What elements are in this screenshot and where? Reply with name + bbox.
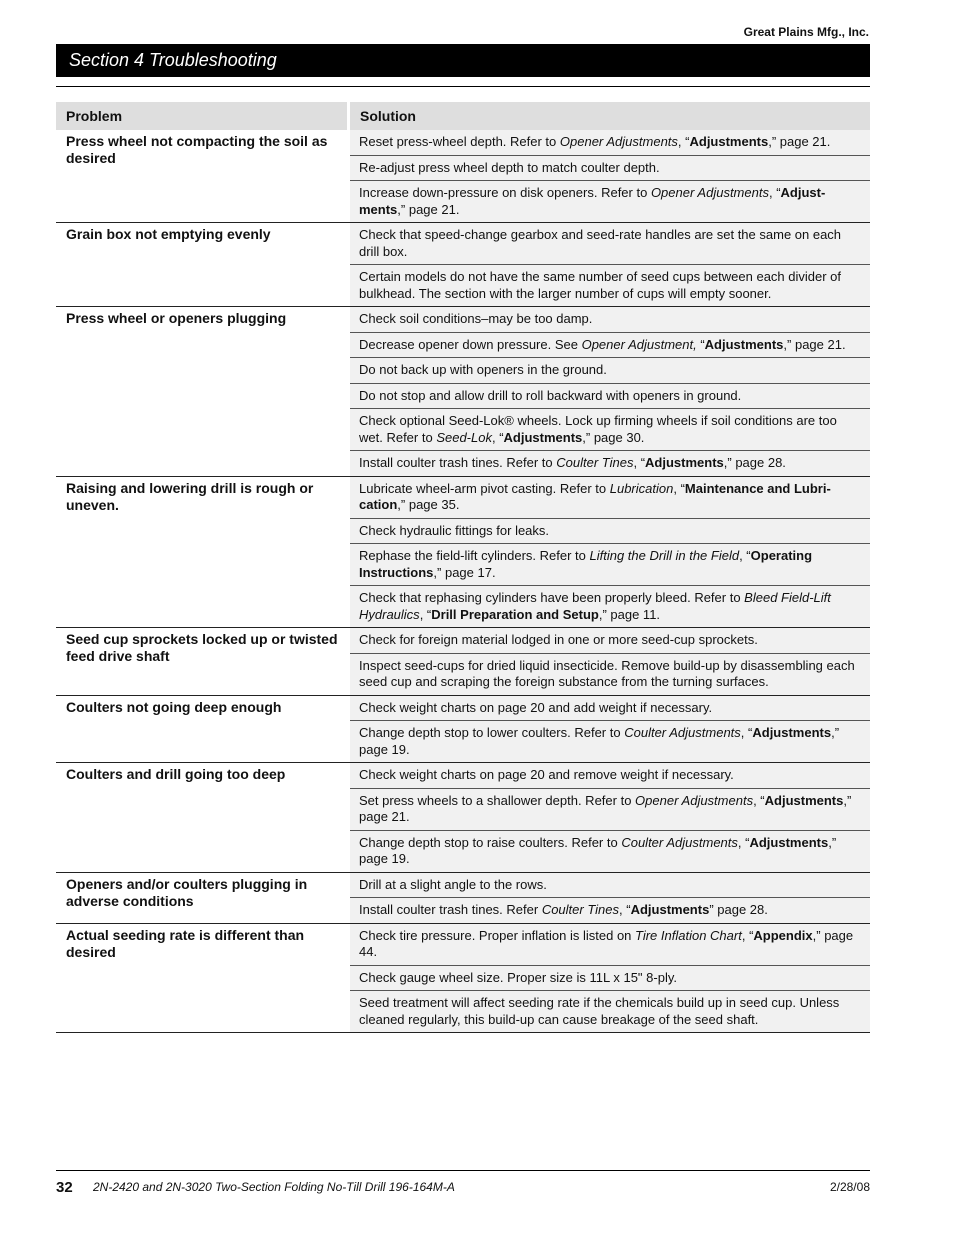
solution-cell xyxy=(350,628,870,653)
solution-cell xyxy=(350,965,870,991)
solution-cell xyxy=(350,357,870,383)
solution-text: , “ xyxy=(739,548,751,563)
solution-text: ,” page 21. xyxy=(397,201,460,217)
solution-text: Set press wheels to a shallower depth. Refer to xyxy=(359,792,636,808)
solution-reference: Coulter Tines xyxy=(556,455,634,470)
solution-text: , “ xyxy=(768,185,781,200)
solution-text: Check that rephasing cylinders have been properly bleed. Refer to xyxy=(359,590,745,605)
solution-reference: Opener Adjustments xyxy=(559,134,678,149)
solution-text: Do not stop and allow drill to roll backward with openers in ground. xyxy=(359,387,742,403)
solution-section-name: Adjustments xyxy=(764,792,844,808)
problem-cell: Raising and lowering drill is rough or uneven. xyxy=(66,479,314,513)
document-title: 2N-2420 and 2N-3020 Two-Section Folding No-Till Drill 196-164M-A xyxy=(93,1180,455,1194)
solution-reference: Coulter Tines xyxy=(541,902,620,917)
solution-text: ,” page 19. xyxy=(359,725,840,757)
page-footer xyxy=(56,1178,870,1198)
problem-cell: Openers and/or coulters plugging in adverse conditions xyxy=(66,875,308,909)
solution-text: Seed treatment will affect seeding rate if the chemicals build up in seed cup. Unless cleaned regularly, this build-up can cause breakage of the seed shaft. xyxy=(359,995,840,1027)
page-number: 32 xyxy=(56,1179,73,1196)
solutions-list xyxy=(350,763,870,872)
solution-text: , “ xyxy=(753,792,765,808)
solution-cell xyxy=(350,696,870,721)
problem-cell: Seed cup sprockets locked up or twisted feed drive shaft xyxy=(66,631,338,664)
section-title: Section 4 Troubleshooting xyxy=(69,50,277,70)
solutions-list xyxy=(350,873,870,923)
solution-reference: Opener Adjustments xyxy=(650,185,769,200)
solutions-list xyxy=(350,477,870,628)
table-row xyxy=(56,628,870,696)
solution-text: , “ xyxy=(673,480,685,496)
solution-cell xyxy=(350,180,870,222)
footer-rule xyxy=(56,1170,870,1171)
company-name: Great Plains Mfg., Inc. xyxy=(743,25,869,39)
table-row xyxy=(56,924,870,1034)
section-title-bar xyxy=(56,44,870,77)
solution-text: Rephase the field-lift cylinders. Refer to xyxy=(359,548,590,563)
solution-text: Check soil conditions–may be too damp. xyxy=(359,311,593,326)
solution-cell xyxy=(350,332,870,358)
solution-cell xyxy=(350,223,870,264)
solutions-list xyxy=(350,628,870,695)
solutions-list xyxy=(350,696,870,763)
solution-text: ,” page 21. xyxy=(359,792,852,824)
solution-text: Check gauge wheel size. Proper size is 11L x 15" 8-ply. xyxy=(359,969,677,985)
table-row xyxy=(56,696,870,764)
solution-text: Do not back up with openers in the ground. xyxy=(359,362,607,377)
problem-cell: Actual seeding rate is different than desired xyxy=(66,926,305,960)
solutions-list xyxy=(350,130,870,222)
solution-cell xyxy=(350,873,870,898)
solution-cell xyxy=(350,990,870,1032)
problem-cell: Grain box not emptying evenly xyxy=(66,226,271,242)
problem-cell: Press wheel or openers plugging xyxy=(66,310,287,326)
solution-cell xyxy=(350,830,870,872)
solution-cell xyxy=(350,763,870,788)
table-row xyxy=(56,307,870,477)
solution-reference: Seed-Lok xyxy=(436,429,492,445)
solution-reference: Lubrication xyxy=(609,480,674,496)
solution-reference: Lifting the Drill in the Field xyxy=(589,548,740,563)
table-row xyxy=(56,130,870,223)
solution-text: , “ xyxy=(491,429,504,445)
problem-cell: Press wheel not compacting the soil as desired xyxy=(66,133,328,166)
solution-text: ,” page 11. xyxy=(598,606,661,622)
solution-text: ,” page 35. xyxy=(397,497,460,512)
table-row xyxy=(56,763,870,873)
table-row xyxy=(56,477,870,629)
solution-cell xyxy=(350,518,870,544)
solution-text: Check hydraulic fittings for leaks. xyxy=(359,522,550,538)
solution-text: Check for foreign material lodged in one or more seed-cup sprockets. xyxy=(359,632,758,647)
column-header-solution: Solution xyxy=(350,102,870,130)
solution-text: ,” page 28. xyxy=(723,455,786,470)
solution-section-name: Operating Instructions xyxy=(359,548,813,580)
solution-section-name: Adjustments xyxy=(752,725,832,740)
solutions-list xyxy=(350,307,870,476)
table-row xyxy=(56,223,870,307)
solution-text: , “ xyxy=(619,902,631,917)
solution-text: ,” page 19. xyxy=(359,834,837,866)
solution-cell xyxy=(350,130,870,155)
solution-text: Check tire pressure. Proper inflation is listed on xyxy=(359,927,636,943)
problem-cell: Coulters not going deep enough xyxy=(66,698,282,715)
solution-text: Inspect seed-cups for dried liquid insecticide. Remove build-up by disassembling each seed cup and scraping the foreign substance from the turning surfaces. xyxy=(359,657,855,689)
problem-cell: Coulters and drill going too deep xyxy=(66,766,286,782)
solution-cell xyxy=(350,307,870,332)
solution-text: Check weight charts on page 20 and remove weight if necessary. xyxy=(359,767,734,782)
solution-text: ” page 28. xyxy=(709,902,768,917)
solution-section-name: Adjustments xyxy=(749,834,829,850)
table-header xyxy=(56,102,870,130)
solution-section-name: Appendix xyxy=(753,927,813,943)
solution-section-name: Adjustments xyxy=(689,134,769,149)
solution-text: , “ xyxy=(740,725,753,740)
solution-text: , “ xyxy=(419,606,432,622)
solution-text: Increase down-pressure on disk openers. Refer to xyxy=(359,185,651,200)
solution-text: , “ xyxy=(737,834,750,850)
solution-cell xyxy=(350,477,870,518)
solution-cell xyxy=(350,264,870,306)
solution-cell xyxy=(350,155,870,181)
solution-cell xyxy=(350,408,870,450)
solution-text: Check that speed-change gearbox and seed-rate handles are set the same on each drill box. xyxy=(359,227,842,259)
solutions-list xyxy=(350,924,870,1033)
solution-text: Check weight charts on page 20 and add weight if necessary. xyxy=(359,699,713,715)
solution-section-name: Adjustments xyxy=(630,902,710,917)
solution-reference: Bleed Field-Lift Hydraulics xyxy=(359,590,831,622)
solution-text: Lubricate wheel-arm pivot casting. Refer to xyxy=(359,480,610,496)
solution-cell xyxy=(350,897,870,923)
solution-section-name: Adjustments xyxy=(645,455,724,470)
solutions-list xyxy=(350,223,870,306)
solution-text: , “ xyxy=(633,455,646,470)
solution-cell xyxy=(350,788,870,830)
solution-reference: Tire Inflation Chart xyxy=(635,927,742,943)
solution-text: , “ xyxy=(741,927,754,943)
solution-cell xyxy=(350,653,870,695)
header-rule xyxy=(56,86,870,87)
solution-text: ,” page 21. xyxy=(768,134,831,149)
solution-reference: Opener Adjustments xyxy=(635,792,754,808)
solution-section-name: Adjustments xyxy=(359,185,826,217)
solution-text: Certain models do not have the same number of seed cups between each divider of bulkhead. The section with the larger number of cups will empty sooner. xyxy=(359,269,842,301)
solution-cell xyxy=(350,450,870,476)
solution-text: ,” page 30. xyxy=(582,429,645,445)
solution-cell xyxy=(350,543,870,585)
troubleshooting-table xyxy=(56,102,870,1033)
solution-reference: Coulter Adjustments xyxy=(624,725,741,740)
solution-text: Install coulter trash tines. Refer to xyxy=(359,455,557,470)
column-header-problem: Problem xyxy=(56,102,347,130)
solution-text: Reset press-wheel depth. Refer to xyxy=(359,134,560,149)
solution-cell xyxy=(350,585,870,627)
solution-section-name: Drill Preparation and Setup xyxy=(431,606,599,622)
solution-cell xyxy=(350,383,870,409)
solution-text: Change depth stop to raise coulters. Refer to xyxy=(359,834,622,850)
solution-text: “ xyxy=(696,336,705,352)
table-row xyxy=(56,873,870,924)
solution-text: Drill at a slight angle to the rows. xyxy=(359,876,547,892)
solution-text: ,” page 44. xyxy=(359,927,854,959)
solution-cell xyxy=(350,720,870,762)
solution-text: Re-adjust press wheel depth to match coulter depth. xyxy=(359,159,660,175)
solution-text: , “ xyxy=(677,134,690,149)
solution-text: Check optional Seed-Lok® wheels. Lock up firming wheels if soil conditions are too wet. Refer to xyxy=(359,413,837,445)
table-body xyxy=(56,130,870,1033)
solution-section-name: Adjustments xyxy=(503,429,583,445)
solution-reference: Coulter Adjustments xyxy=(621,834,738,850)
solution-text: ,” page 17. xyxy=(433,564,496,580)
solution-cell xyxy=(350,924,870,965)
solution-text: Change depth stop to lower coulters. Refer to xyxy=(359,725,625,740)
solution-section-name: Maintenance and Lubrication xyxy=(359,480,831,512)
solution-reference: Opener Adjustment, xyxy=(581,336,697,352)
solution-text: Install coulter trash tines. Refer xyxy=(359,902,542,917)
solution-text: ,” page 21. xyxy=(783,336,846,352)
solution-section-name: Adjustments xyxy=(704,336,784,352)
document-date: 2/28/08 xyxy=(829,1180,870,1194)
solution-text: Decrease opener down pressure. See xyxy=(359,336,582,352)
